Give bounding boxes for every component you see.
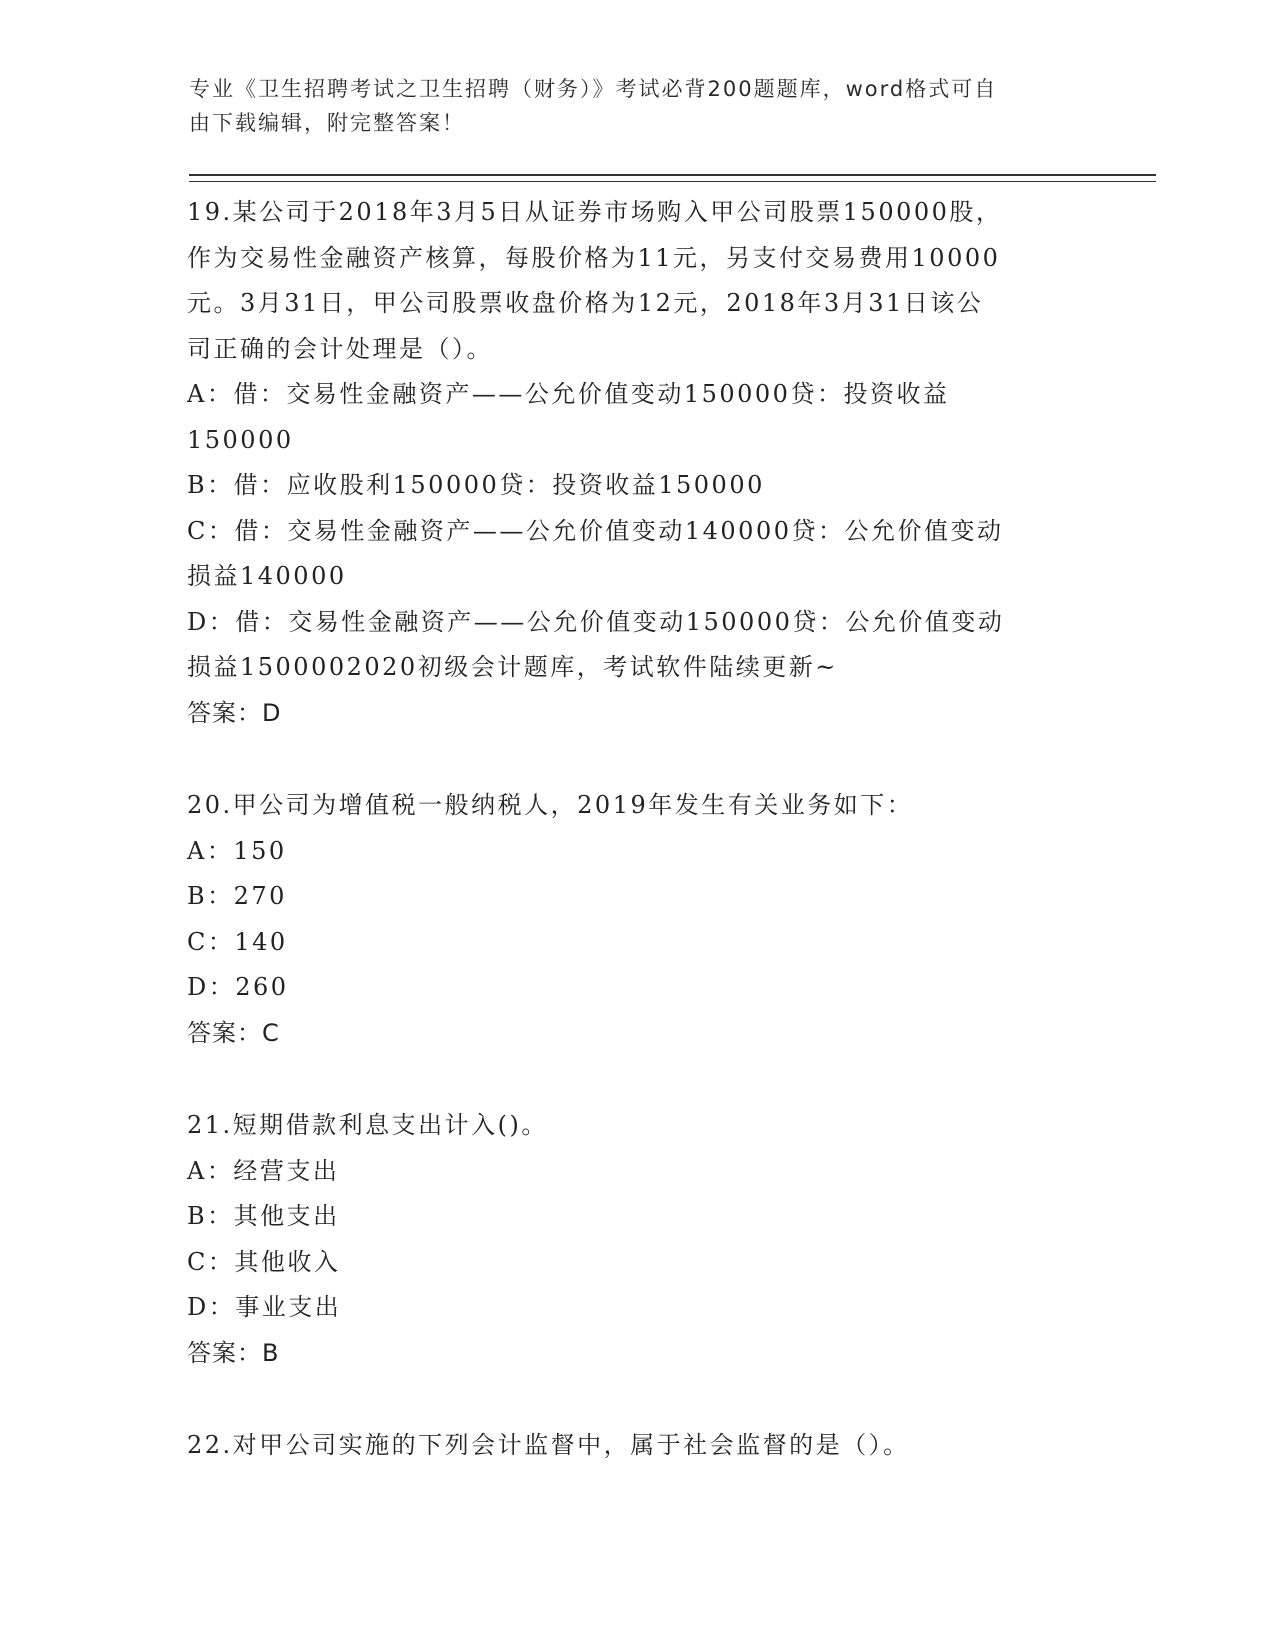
question-stem-line: 19.某公司于2018年3月5日从证券市场购入甲公司股票150000股，: [187, 198, 1003, 226]
option-line: 损益140000: [187, 562, 347, 590]
answer-line: 答案：B: [187, 1338, 280, 1367]
question-22: [187, 1423, 1087, 1469]
question-list: [187, 190, 1087, 1469]
question-stem-line: 21.短期借款利息支出计入()。: [187, 1111, 548, 1139]
question-spacer: [187, 1376, 1087, 1423]
option-line: D：事业支出: [187, 1293, 342, 1321]
option-line: 损益1500002020初级会计题库，考试软件陆续更新~: [187, 653, 838, 681]
question-spacer: [187, 736, 1087, 783]
question-20: [187, 783, 1087, 1056]
option-line: C：借：交易性金融资产——公允价值变动140000贷：公允价值变动: [187, 516, 1004, 545]
header-line-1: 专业《卫生招聘考试之卫生招聘（财务）》考试必背200题题库，word格式可自: [189, 77, 998, 101]
question-stem-line: 20.甲公司为增值税一般纳税人，2019年发生有关业务如下：: [187, 791, 914, 819]
option-line: 150000: [187, 425, 294, 454]
option-line: A：借：交易性金融资产——公允价值变动150000贷：投资收益: [187, 380, 950, 408]
option-line: C：其他收入: [187, 1247, 341, 1276]
answer-line: 答案：D: [187, 698, 282, 727]
option-line: D：260: [187, 973, 289, 1001]
option-line: B：270: [187, 882, 287, 910]
option-line: C：140: [187, 927, 288, 956]
question-19: [187, 190, 1087, 736]
option-line: A：150: [187, 836, 287, 865]
document-header: [189, 72, 1069, 140]
option-line: B：其他支出: [187, 1202, 340, 1230]
header-divider-thick: [189, 174, 1156, 176]
option-line: B：借：应收股利150000贷：投资收益150000: [187, 471, 765, 499]
header-line-2: 由下载编辑，附完整答案！: [189, 111, 465, 135]
option-line: A：经营支出: [187, 1156, 340, 1185]
answer-line: 答案：C: [187, 1018, 280, 1047]
question-spacer: [187, 1056, 1087, 1103]
question-stem-line: 司正确的会计处理是（）。: [187, 334, 493, 363]
question-stem-line: 作为交易性金融资产核算，每股价格为11元，另支付交易费用10000: [187, 243, 1001, 272]
question-stem-line: 元。3月31日，甲公司股票收盘价格为12元，2018年3月31日该公: [187, 289, 984, 317]
header-divider-thin: [189, 181, 1156, 182]
question-21: [187, 1103, 1087, 1376]
option-line: D：借：交易性金融资产——公允价值变动150000贷：公允价值变动: [187, 607, 1005, 636]
question-stem-line: 22.对甲公司实施的下列会计监督中，属于社会监督的是（）。: [187, 1431, 910, 1459]
